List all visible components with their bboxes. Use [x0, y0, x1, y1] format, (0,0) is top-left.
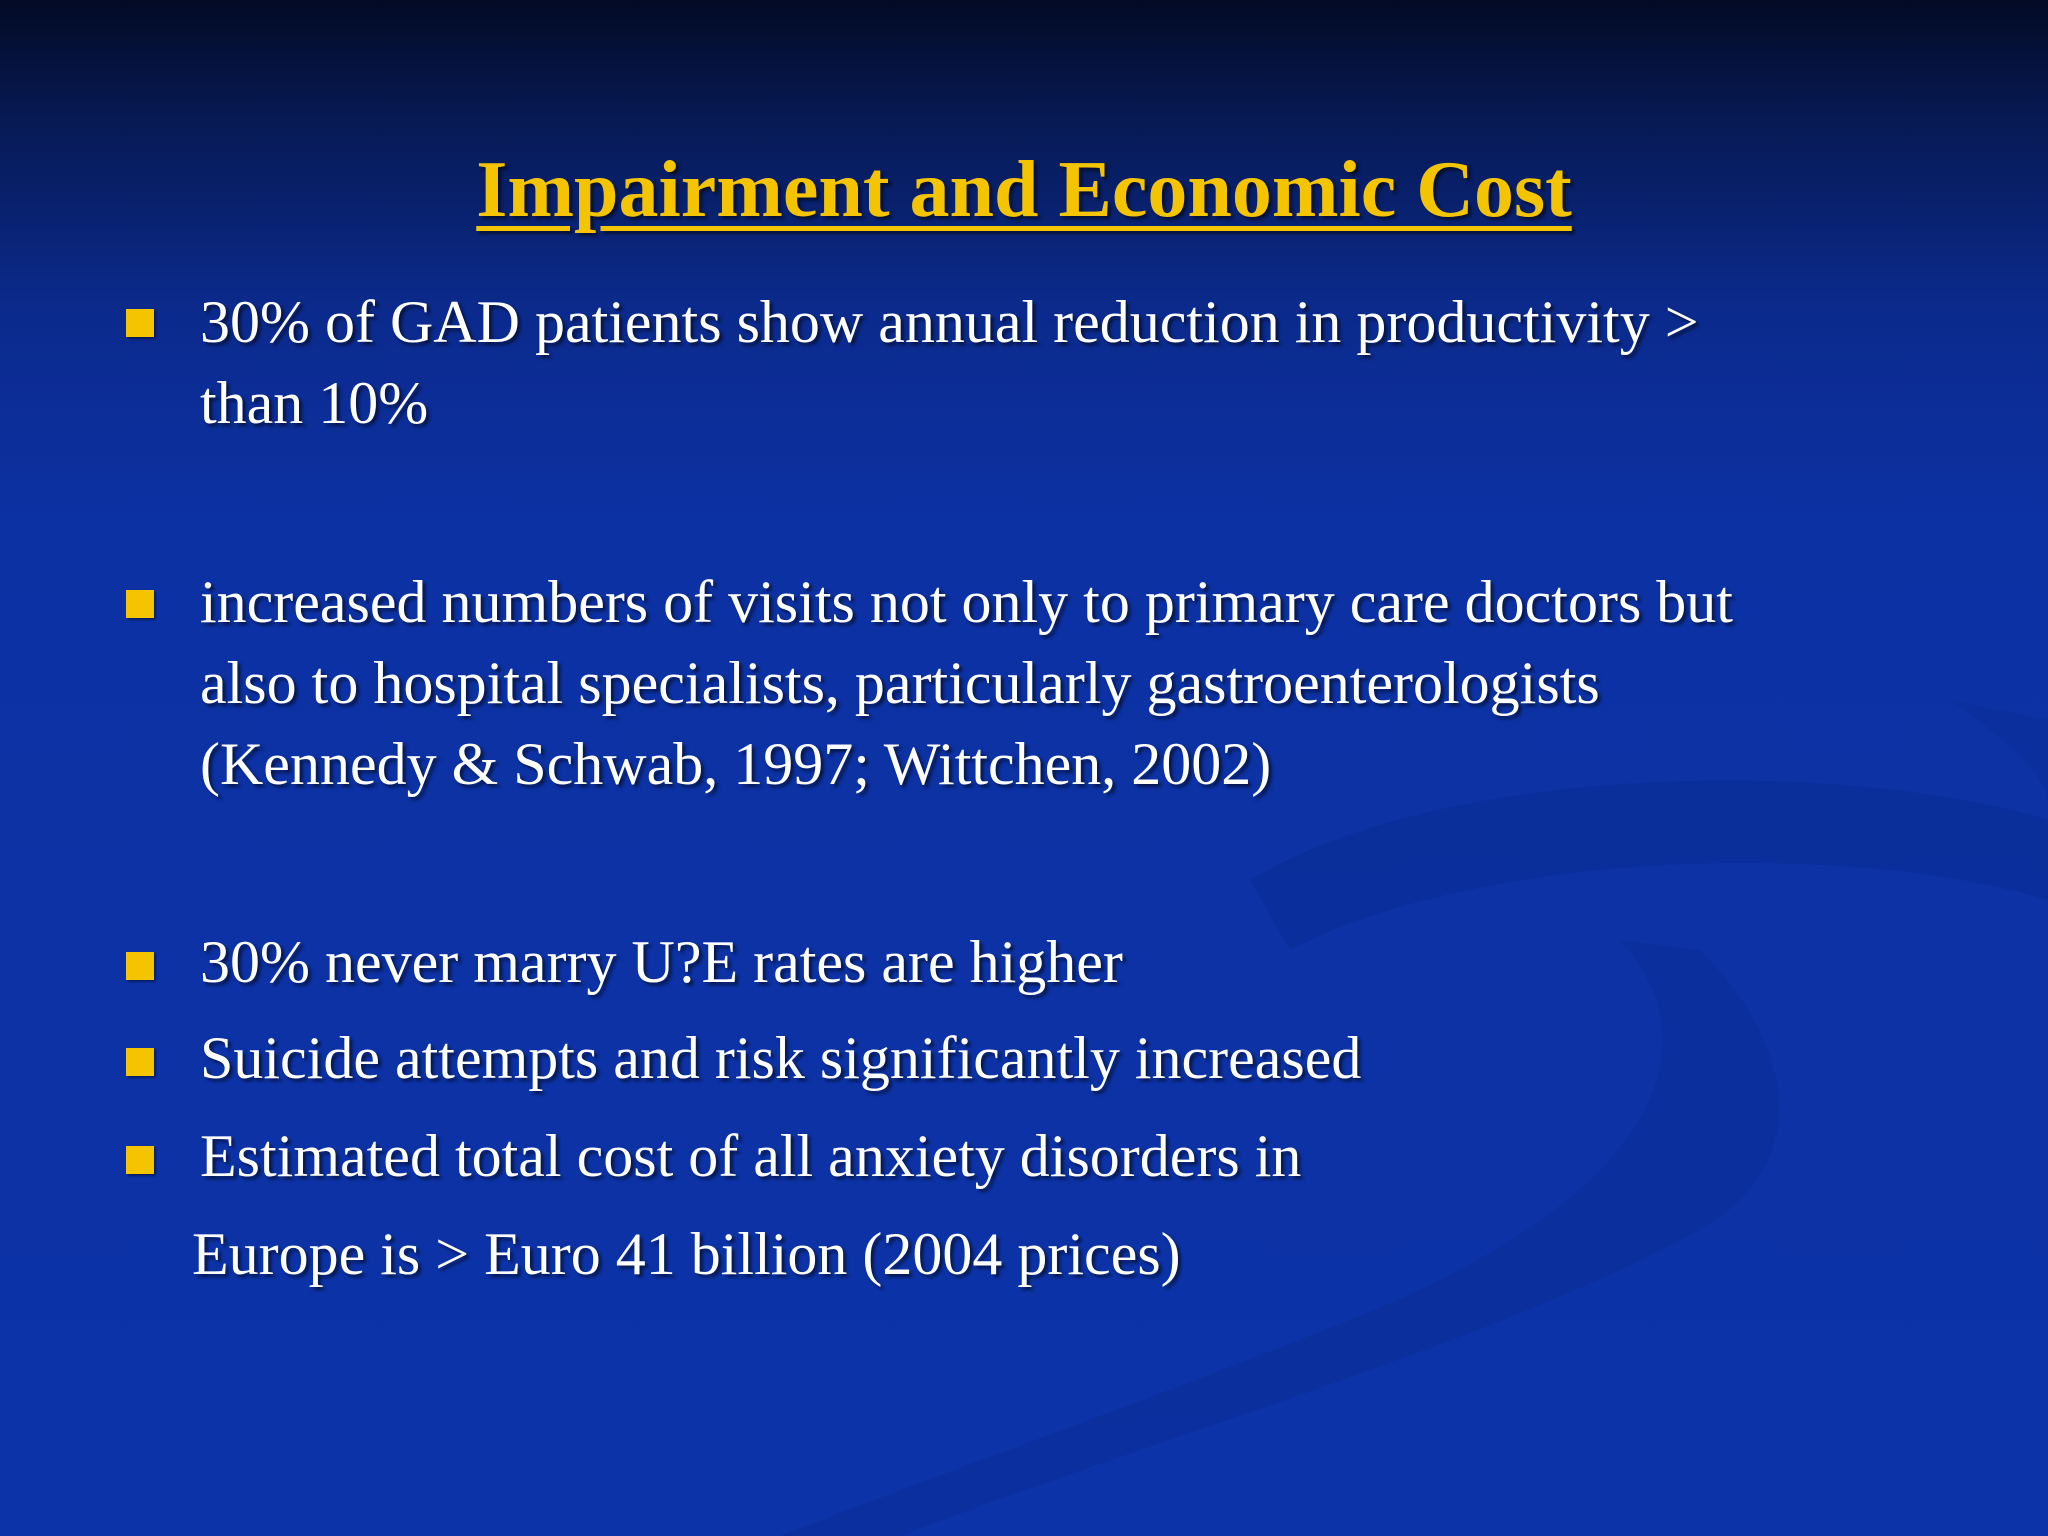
bullet-line: 30% of GAD patients show annual reduction in productivity > [200, 289, 1699, 355]
bullet-line: Suicide attempts and risk significantly increased [200, 1025, 1362, 1091]
bullet-marker [126, 590, 154, 618]
bullet-marker [126, 952, 154, 980]
continuation-text: Europe is > Euro 41 billion (2004 prices) [192, 1221, 1181, 1287]
bullet-marker [126, 1048, 154, 1076]
bullet-text [200, 922, 1920, 1003]
bullet-line: (Kennedy & Schwab, 1997; Wittchen, 2002) [200, 731, 1272, 797]
bullet-line: than 10% [200, 370, 429, 436]
bullet-text [200, 1116, 1920, 1197]
bullet-line: 30% never marry U?E rates are higher [200, 929, 1123, 995]
bullet-line: Estimated total cost of all anxiety disorders in [200, 1123, 1302, 1189]
bullet-text [200, 282, 1920, 444]
bullet-line: increased numbers of visits not only to primary care doctors but [200, 569, 1733, 635]
bullet-text [200, 1018, 1920, 1099]
bullet-marker [126, 309, 154, 337]
bullet-text [200, 562, 1920, 805]
slide-title: Impairment and Economic Cost [476, 146, 1572, 234]
bullet-marker [126, 1146, 154, 1174]
bullet-line: also to hospital specialists, particularly gastroenterologists [200, 650, 1600, 716]
